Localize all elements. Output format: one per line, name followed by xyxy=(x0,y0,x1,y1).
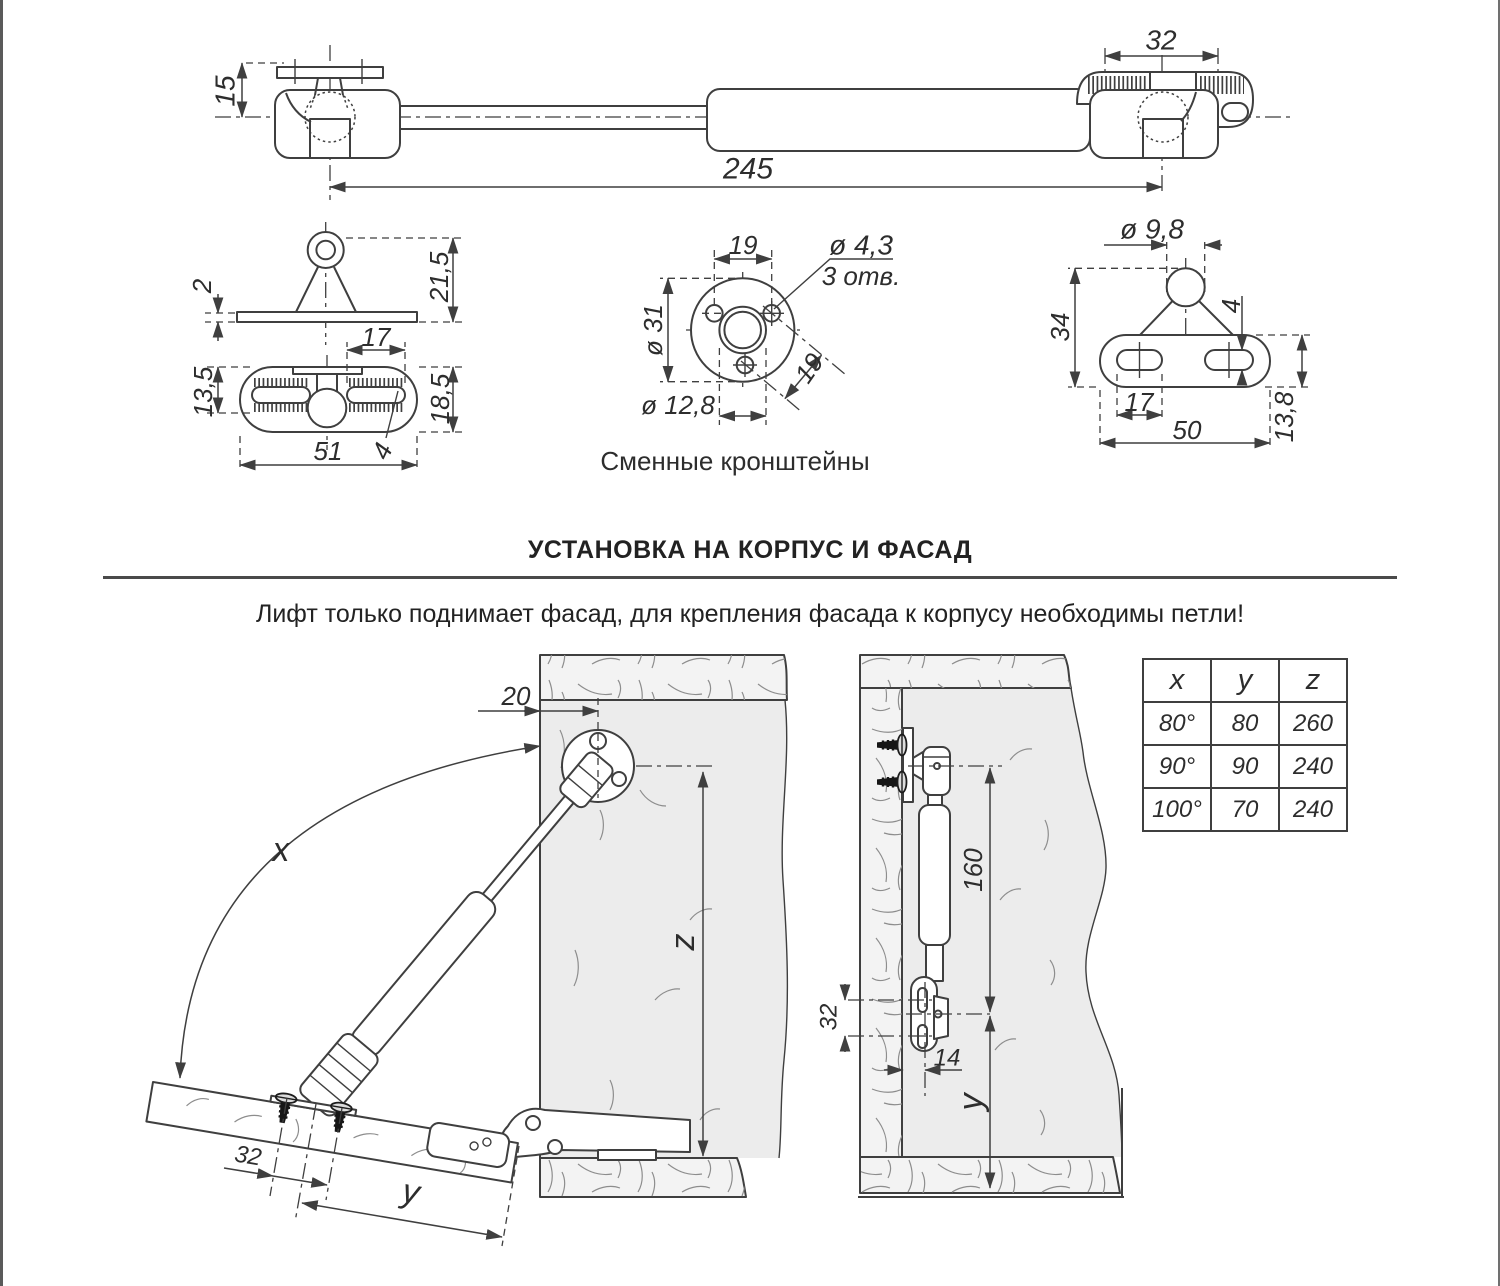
dim-17-t: 17 xyxy=(1124,387,1154,417)
table-header-z: z xyxy=(1279,659,1347,702)
table-cell: 260 xyxy=(1279,702,1347,745)
gas-lift-side-view xyxy=(210,25,1291,201)
table-row xyxy=(1143,788,1347,831)
dim-34: 34 xyxy=(1045,312,1075,342)
label-x-angle: x xyxy=(272,831,290,869)
table-cell: 100° xyxy=(1143,788,1211,831)
table-cell: 90° xyxy=(1143,745,1211,788)
label-y-closed: y xyxy=(952,1093,990,1111)
brackets-caption: Сменные кронштейны xyxy=(600,446,870,476)
label-z-height: z xyxy=(664,933,702,951)
bracket-pivot-drawing xyxy=(187,222,462,470)
dim-20: 20 xyxy=(501,681,531,711)
dim-32-top: 32 xyxy=(1145,24,1177,56)
dim-14: 14 xyxy=(933,1044,961,1072)
xyz-parameters-table xyxy=(1142,658,1348,832)
dim-32-closed: 32 xyxy=(815,1003,843,1031)
table-row xyxy=(1143,702,1347,745)
dim-19-horizontal: 19 xyxy=(728,230,758,260)
dim-pin-dia: ø 9,8 xyxy=(1120,213,1184,245)
dim-19-diagonal: 19 xyxy=(788,347,830,389)
dim-13-8: 13,8 xyxy=(1269,391,1299,443)
closed-installation-drawing xyxy=(816,655,1125,1197)
dim-13-5: 13,5 xyxy=(188,366,218,418)
dim-245: 245 xyxy=(722,152,774,186)
section-title: УСТАНОВКА НА КОРПУС И ФАСАД xyxy=(527,536,973,564)
dim-18-5: 18,5 xyxy=(425,373,455,425)
installation-note: Лифт только поднимает фасад, для крепления фасада к корпусу необходимы петли! xyxy=(255,600,1245,628)
dim-4-t: 4 xyxy=(1216,298,1246,314)
table-cell: 80° xyxy=(1143,702,1211,745)
dim-160: 160 xyxy=(958,848,988,892)
dim-center-dia: ø 12,8 xyxy=(641,390,715,420)
bracket-round-drawing xyxy=(638,230,900,426)
table-cell: 80 xyxy=(1211,702,1279,745)
label-y-open: y xyxy=(399,1171,423,1213)
bracket-t-drawing xyxy=(1045,214,1310,451)
table-header-row xyxy=(1143,659,1347,702)
section-divider xyxy=(103,576,1397,579)
dim-21-5: 21,5 xyxy=(424,251,454,303)
dim-17-slot: 17 xyxy=(361,322,391,352)
dim-outer-dia: ø 31 xyxy=(638,303,668,357)
open-installation-drawing xyxy=(146,655,787,1246)
dim-holes-count: 3 отв. xyxy=(821,261,901,291)
dim-2: 2 xyxy=(187,278,217,294)
table-header-x: x xyxy=(1143,659,1211,702)
dim-50: 50 xyxy=(1172,415,1202,445)
table-cell: 70 xyxy=(1211,788,1279,831)
dim-51: 51 xyxy=(313,436,343,466)
table-cell: 240 xyxy=(1279,745,1347,788)
table-header-y: y xyxy=(1211,659,1279,702)
table-cell: 90 xyxy=(1211,745,1279,788)
table-cell: 240 xyxy=(1279,788,1347,831)
dim-4-slot: 4 xyxy=(365,438,399,464)
dim-hole-dia: ø 4,3 xyxy=(829,229,893,261)
table-row xyxy=(1143,745,1347,788)
dim-15: 15 xyxy=(209,75,241,107)
dim-32-open: 32 xyxy=(232,1140,264,1172)
